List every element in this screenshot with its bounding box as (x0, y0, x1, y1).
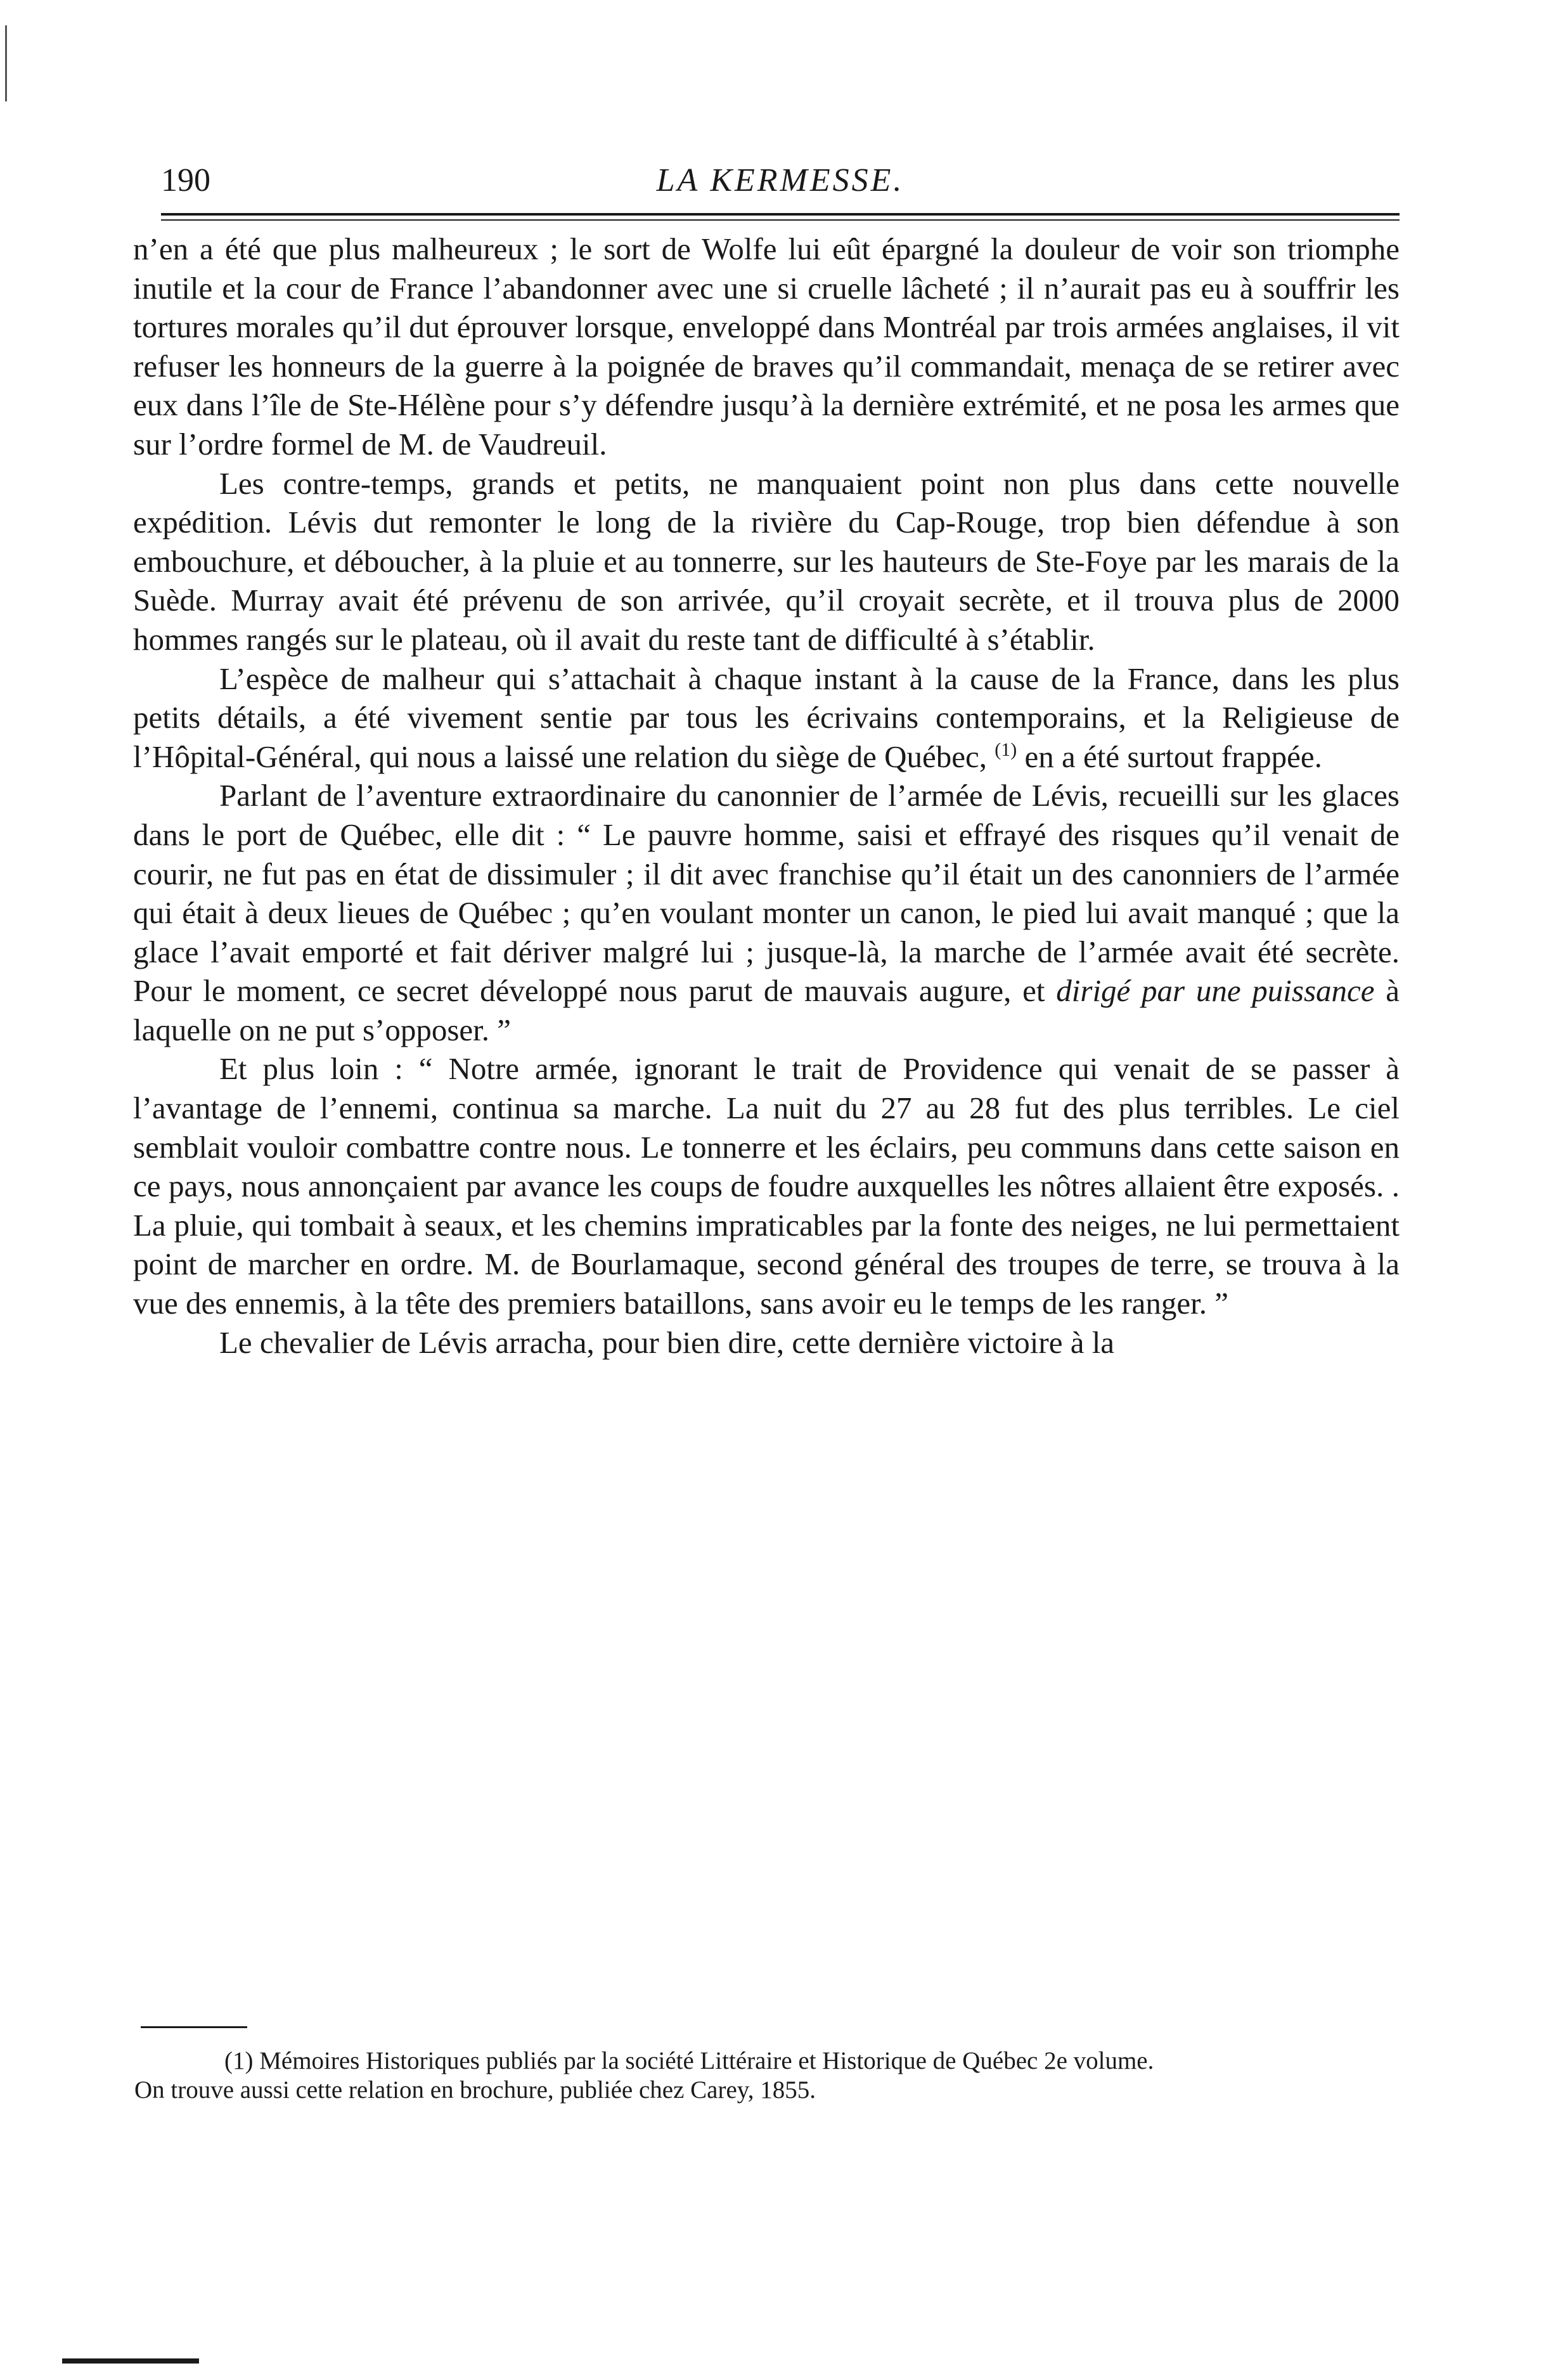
paragraph-6: Le chevalier de Lévis arracha, pour bien dire, cette dernière victoire à la (219, 1324, 1115, 1360)
italic-phrase: dirigé par une puissance (1056, 973, 1375, 1009)
paragraph-4-end: à laquelle on ne put s’opposer. ” (133, 973, 1400, 1047)
paragraph-3-text: L’espèce de malheur qui s’attachait à chaque instant à la cause de la France, dans les plus petits détails, a été vivement sentie par tous les écrivains contemporains, et la Religieuse de l’Hôpital-Général, qui nous a laissé une relation du siège de Québec, (133, 661, 1400, 774)
page-header (161, 158, 1400, 203)
body-text (133, 230, 1400, 1362)
footnote-rule (141, 2026, 247, 2028)
paragraph-1: n’en a été que plus malheureux ; le sort de Wolfe lui eût épargné la douleur de voir son triomphe inutile et la cour de France l’abandonner avec une si cruelle lâcheté ; il n’aurait pas eu à souffrir les tortures morales qu’il dut éprouver lorsque, enveloppé dans Montréal par trois armées anglaises, il vit refuser les honneurs de la guerre à la poignée de braves qu’il commandait, menaça de se retirer avec eux dans l’île de Ste-Hélène pour s’y défendre jusqu’à la dernière extrémité, et ne posa les armes que sur l’ordre formel de M. de Vaudreuil. (133, 231, 1400, 462)
paragraph-3-end: en a été surtout frappée. (1024, 739, 1322, 774)
paragraph-3 (133, 659, 1400, 777)
paragraph-4-text: Parlant de l’aventure extraordinaire du canonnier de l’armée de Lévis, recueilli sur les glaces dans le port de Québec, elle dit : “ Le pauvre homme, saisi et effrayé des risques qu’il venait de courir, ne fut pas en état de dissimuler ; il dit avec franchise qu’il était un des canonniers de l’armée qui était à deux lieues de Québec ; qu’en voulant monter un canon, le pied lui avait manqué ; que la glace l’avait emporté et fait dériver malgré lui ; jusque-là, la marche de l’armée avait été secrète. Pour le moment, ce secret développé nous parut de mauvais augure, et (133, 778, 1400, 1009)
header-rule (161, 213, 1400, 216)
running-title: LA KERMESSE. (656, 162, 905, 198)
paragraph-4 (133, 776, 1400, 1049)
footnote-2: On trouve aussi cette relation en brochure, publiée chez Carey, 1855. (134, 2076, 816, 2104)
paragraph-5: Et plus loin : “ Notre armée, ignorant le trait de Providence qui venait de se passer à l’avantage de l’ennemi, continua sa marche. La nuit du 27 au 28 fut des plus terribles. Le ciel semblait vouloir combattre contre nous. Le tonnerre et les éclairs, peu communs dans cette saison en ce pays, nous annonçaient par avance les coups de foudre auxquelles les nôtres allaient être exposés. . La pluie, qui tombait à seaux, et les chemins impraticables par la fonte des neiges, ne lui permettaient point de marcher en ordre. M. de Bourlamaque, second général des troupes de terre, se trouva à la vue des ennemis, à la tête des premiers bataillons, sans avoir eu le temps de les ranger. ” (133, 1051, 1400, 1321)
footnotes (114, 2047, 1400, 2105)
scan-bottom-mark (62, 2358, 199, 2364)
footnote-1: (1) Mémoires Historiques publiés par la société Littéraire et Historique de Québec 2e volume. (224, 2047, 1154, 2074)
header-rule-thin (161, 219, 1400, 221)
footnote-reference: (1) (995, 739, 1017, 760)
page-number: 190 (161, 162, 210, 198)
paragraph-2: Les contre-temps, grands et petits, ne manquaient point non plus dans cette nouvelle expédition. Lévis dut remonter le long de la rivière du Cap-Rouge, trop bien défendue à son embouchure, et déboucher, à la pluie et au tonnerre, sur les hauteurs de Ste-Foye par les marais de la Suède. Murray avait été prévenu de son arrivée, qu’il croyait secrète, et il trouva plus de 2000 hommes rangés sur le plateau, où il avait du reste tant de difficulté à s’établir. (133, 465, 1400, 657)
scan-margin-mark (5, 25, 7, 101)
